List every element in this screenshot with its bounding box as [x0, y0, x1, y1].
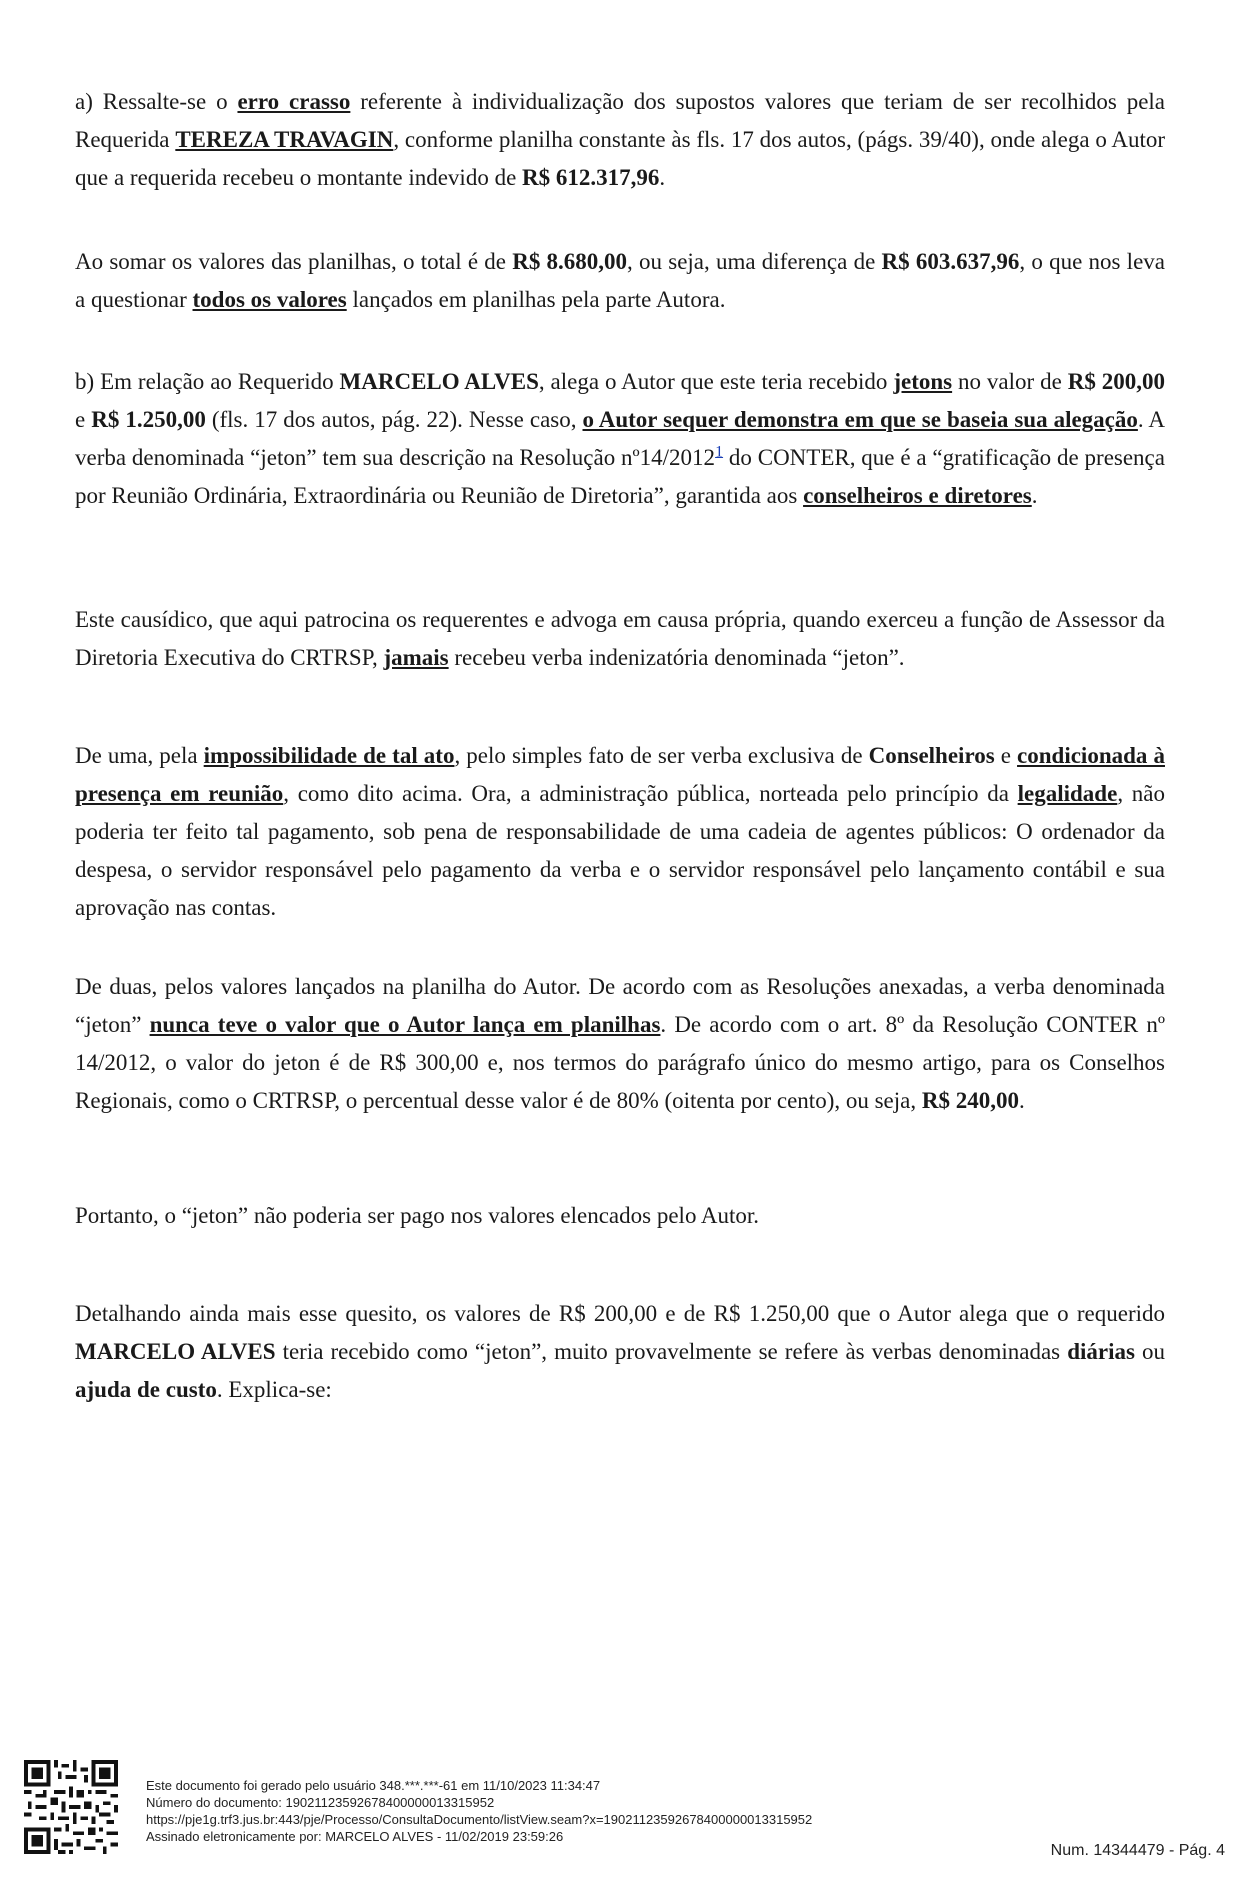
text-segment: no valor de: [952, 369, 1068, 394]
text-segment: De uma, pela: [75, 743, 204, 768]
text-segment: , não poderia ter feito tal pagamento, sob pena de responsabilidade de uma cadeia de agentes públicos: O ordenador da despesa, o servidor responsável pelo pagamento da verba e o servidor responsável pelo lançamento contábil e sua aprovação nas contas.: [75, 781, 1165, 920]
text-segment: ajuda de custo: [75, 1377, 217, 1402]
text-segment: R$ 240,00: [921, 1088, 1019, 1113]
text-segment: conselheiros e diretores: [803, 483, 1032, 508]
footer-document-url[interactable]: https://pje1g.trf3.jus.br:443/pje/Processo/ConsultaDocumento/listView.seam?x=19021123592678400000013315952: [146, 1812, 813, 1827]
paragraph-b-marcelo: [75, 363, 1165, 515]
paragraph-de-uma: [75, 737, 1165, 927]
text-segment: Ao somar os valores das planilhas, o total é de: [75, 249, 513, 274]
text-segment: Portanto, o “jeton” não poderia ser pago nos valores elencados pelo Autor.: [75, 1203, 760, 1228]
text-segment: ou: [1134, 1339, 1166, 1364]
text-segment: , como dito acima. Ora, a administração pública, norteada pelo princípio da: [283, 781, 1018, 806]
footer-generated-by: Este documento foi gerado pelo usuário 348.***.***-61 em 11/10/2023 11:34:47: [146, 1778, 601, 1793]
paragraph-causidico: [75, 601, 1165, 677]
text-segment: . De acordo com o art. 8º da Resolução CONTER nº 14/2012, o valor do jeton é de R$ 300,00 e, nos termos do parágrafo único do mesmo artigo, para os Conselhos Regionais, como o CRTRSP, o percentual desse valor é de 80% (oitenta por cento), ou seja,: [75, 1012, 1165, 1113]
text-segment: R$ 612.317,96: [522, 165, 660, 190]
footer-metadata: [146, 1777, 812, 1845]
qr-code-icon: [24, 1760, 118, 1854]
text-segment: jetons: [893, 369, 953, 394]
text-segment: MARCELO ALVES: [75, 1339, 276, 1364]
text-segment: , pelo simples fato de ser verba exclusiva de: [454, 743, 869, 768]
text-segment: erro crasso: [237, 89, 351, 114]
text-segment: . Explica-se:: [216, 1377, 332, 1402]
text-segment: do CONTER, que é a “gratificação de presença por Reunião Ordinária, Extraordinária ou Reunião de Diretoria”, garantida aos: [75, 445, 1165, 508]
text-segment: , ou seja, uma diferença de: [627, 249, 882, 274]
text-segment: .: [1031, 483, 1038, 508]
text-segment: legalidade: [1017, 781, 1118, 806]
text-segment: jamais: [383, 645, 449, 670]
text-segment: , alega o Autor que este teria recebido: [538, 369, 894, 394]
text-segment: teria recebido como “jeton”, muito provavelmente se refere às verbas denominadas: [275, 1339, 1068, 1364]
text-segment: e: [994, 743, 1018, 768]
text-segment: .: [659, 165, 666, 190]
text-segment: R$ 1.250,00: [91, 407, 206, 432]
text-segment: impossibilidade de tal ato: [203, 743, 455, 768]
text-segment: lançados em planilhas pela parte Autora.: [346, 287, 726, 312]
text-segment: a) Ressalte-se o: [75, 89, 238, 114]
text-segment: condicionada à presença em reunião: [75, 743, 1165, 806]
text-segment: MARCELO ALVES: [339, 369, 539, 394]
text-segment: Conselheiros: [868, 743, 995, 768]
text-segment: Este causídico, que aqui patrocina os requerentes e advoga em causa própria, quando exerceu a função de Assessor da Diretoria Executiva do CRTRSP,: [75, 607, 1165, 670]
text-segment: nunca teve o valor que o Autor lança em planilhas: [149, 1012, 661, 1037]
text-segment: recebeu verba indenizatória denominada “jeton”.: [448, 645, 905, 670]
text-segment: diárias: [1067, 1339, 1135, 1364]
text-segment: De duas, pelos valores lançados na planilha do Autor. De acordo com as Resoluções anexadas, a verba denominada “jeton”: [75, 974, 1165, 1037]
text-segment: R$ 200,00: [1067, 369, 1165, 394]
text-segment: R$ 8.680,00: [512, 249, 628, 274]
text-segment: . A verba denominada “jeton” tem sua descrição na Resolução nº14/2012: [75, 407, 1165, 470]
text-segment: o Autor sequer demonstra em que se baseia sua alegação: [582, 407, 1138, 432]
footer-signature: Assinado eletronicamente por: MARCELO ALVES - 11/02/2019 23:59:26: [146, 1829, 564, 1844]
paragraph-de-duas: [75, 968, 1165, 1120]
paragraph-portanto: [75, 1197, 1165, 1235]
text-segment: , conforme planilha constante às fls. 17 dos autos, (págs. 39/40), onde alega o Autor que a requerida recebeu o montante indevido de: [75, 127, 1166, 190]
text-segment: (fls. 17 dos autos, pág. 22). Nesse caso,: [205, 407, 583, 432]
text-segment: b) Em relação ao Requerido: [75, 369, 340, 394]
paragraph-soma-valores: [75, 243, 1165, 319]
text-segment: R$ 603.637,96: [881, 249, 1020, 274]
text-segment: Detalhando ainda mais esse quesito, os valores de R$ 200,00 e de R$ 1.250,00 que o Autor alega que o requerido: [75, 1301, 1165, 1326]
text-segment: , o que nos leva a questionar: [75, 249, 1165, 312]
text-segment: TEREZA TRAVAGIN: [175, 127, 394, 152]
document-footer: [0, 1760, 1240, 1900]
text-segment: todos os valores: [192, 287, 347, 312]
footnote-reference-link[interactable]: 1: [715, 443, 724, 461]
text-segment: e: [75, 407, 92, 432]
page-number: Num. 14344479 - Pág. 4: [1050, 1842, 1225, 1859]
footer-document-number: Número do documento: 19021123592678400000013315952: [146, 1795, 495, 1810]
paragraph-detalhando: [75, 1295, 1165, 1409]
paragraph-a-tereza: [75, 83, 1165, 197]
text-segment: .: [1019, 1088, 1025, 1113]
text-segment: referente à individualização dos supostos valores que teriam de ser recolhidos pela Requerida: [75, 89, 1165, 152]
